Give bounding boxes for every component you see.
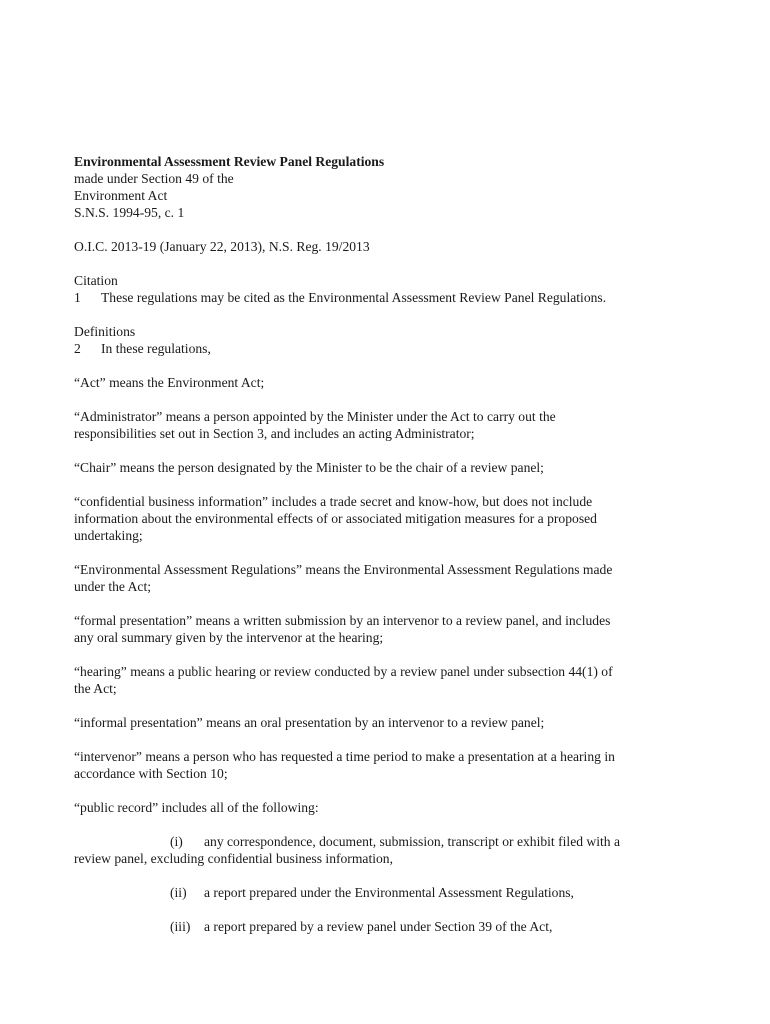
definition-line: under the Act;	[74, 579, 152, 594]
document-title: Environmental Assessment Review Panel Regulations	[74, 154, 385, 169]
definition-line: “hearing” means a public hearing or review conducted by a review panel under subsection 44(1) of	[74, 664, 613, 679]
definition-public-record	[74, 799, 694, 816]
document-page	[74, 153, 694, 935]
clause-label: (ii)	[170, 885, 187, 900]
clause-text: a report prepared by a review panel under Section 39 of the Act,	[204, 919, 553, 934]
public-record-item	[74, 918, 694, 935]
citation-section	[74, 289, 694, 306]
definition-intervenor	[74, 748, 694, 782]
definition-line: information about the environmental effects of or associated mitigation measures for a proposed	[74, 511, 597, 526]
clause-text-continued: review panel, excluding confidential business information,	[74, 851, 393, 866]
definition-chair	[74, 459, 694, 476]
definition-informal-presentation	[74, 714, 694, 731]
definition-line: “confidential business information” includes a trade secret and know-how, but does not include	[74, 494, 593, 509]
clause-label: (iii)	[170, 919, 191, 934]
definitions-section	[74, 340, 694, 357]
definition-line: accordance with Section 10;	[74, 766, 228, 781]
definition-environmental-assessment-regulations	[74, 561, 694, 595]
definition-line: responsibilities set out in Section 3, and includes an acting Administrator;	[74, 426, 475, 441]
definition-administrator	[74, 408, 694, 442]
clause-text: a report prepared under the Environmental Assessment Regulations,	[204, 885, 574, 900]
definition-line: “informal presentation” means an oral presentation by an intervenor to a review panel;	[74, 715, 545, 730]
act-name-line: Environment Act	[74, 188, 168, 203]
definition-line: “intervenor” means a person who has requested a time period to make a presentation at a hearing in	[74, 749, 615, 764]
definition-confidential-business-information	[74, 493, 694, 544]
definition-line: “Administrator” means a person appointed by the Minister under the Act to carry out the	[74, 409, 556, 424]
statute-reference: S.N.S. 1994-95, c. 1	[74, 205, 185, 220]
citation-heading: Citation	[74, 273, 118, 288]
clause-text: any correspondence, document, submission, transcript or exhibit filed with a	[204, 834, 621, 849]
definition-line: “Environmental Assessment Regulations” means the Environmental Assessment Regulations made	[74, 562, 613, 577]
oic-reference: O.I.C. 2013-19 (January 22, 2013), N.S. Reg. 19/2013	[74, 239, 370, 254]
public-record-item	[74, 884, 694, 901]
definition-line: the Act;	[74, 681, 117, 696]
definition-line: “Chair” means the person designated by the Minister to be the chair of a review panel;	[74, 460, 544, 475]
clause-label: (i)	[170, 834, 183, 849]
citation-text: These regulations may be cited as the Environmental Assessment Review Panel Regulations.	[101, 290, 607, 305]
definition-formal-presentation	[74, 612, 694, 646]
definition-line: “Act” means the Environment Act;	[74, 375, 265, 390]
definitions-heading: Definitions	[74, 324, 136, 339]
definition-line: “public record” includes all of the following:	[74, 800, 319, 815]
public-record-item	[74, 833, 694, 867]
definition-line: “formal presentation” means a written submission by an intervenor to a review panel, and includes	[74, 613, 611, 628]
definition-line: undertaking;	[74, 528, 143, 543]
made-under-line: made under Section 49 of the	[74, 171, 234, 186]
section-number: 2	[74, 341, 81, 356]
definition-act	[74, 374, 694, 391]
definition-hearing	[74, 663, 694, 697]
section-number: 1	[74, 290, 81, 305]
definition-line: any oral summary given by the intervenor at the hearing;	[74, 630, 384, 645]
definitions-intro: In these regulations,	[101, 341, 211, 356]
